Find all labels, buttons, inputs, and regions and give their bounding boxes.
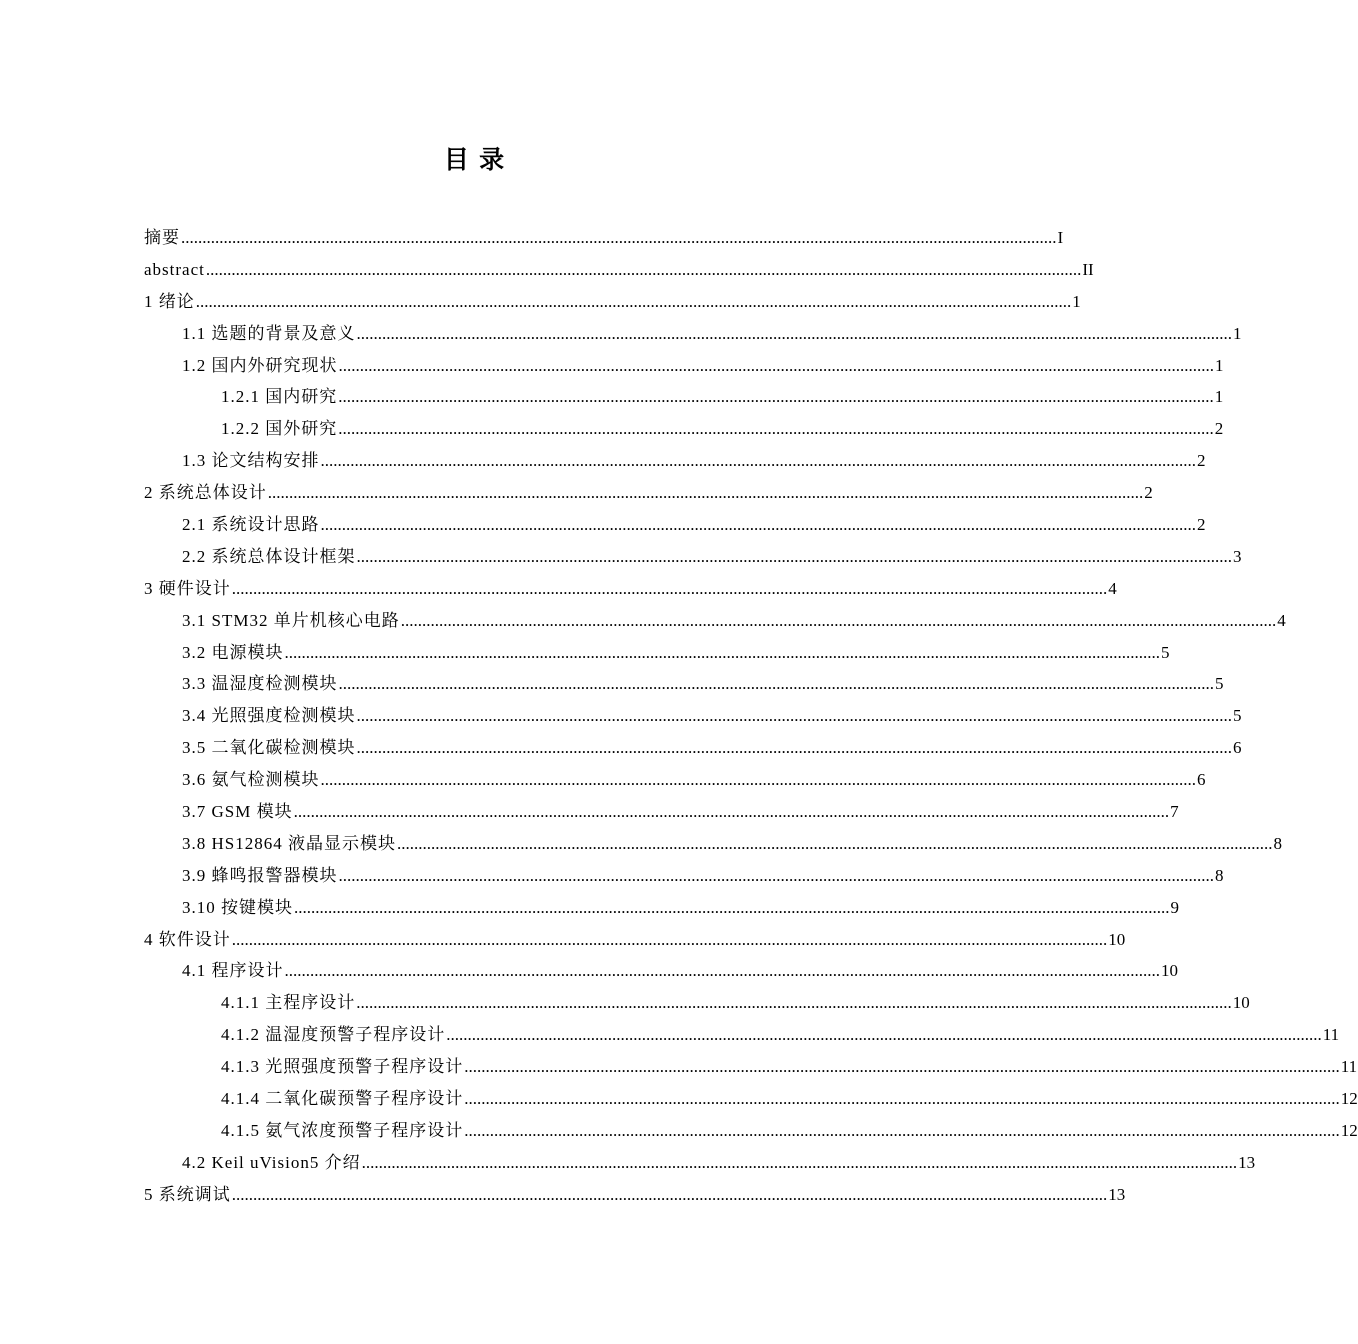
toc-entry[interactable] bbox=[144, 955, 1178, 987]
toc-entry-page-number: 13 bbox=[1108, 1184, 1126, 1204]
dot-leader: .............................................................................................................................................................................................................. bbox=[320, 515, 1196, 535]
toc-entry-label: 4 软件设计 bbox=[144, 929, 231, 949]
toc-entry[interactable] bbox=[144, 828, 1282, 860]
dot-leader: .............................................................................................................................................................................................................. bbox=[267, 483, 1144, 503]
toc-entry[interactable] bbox=[144, 477, 1153, 509]
toc-entry[interactable] bbox=[144, 286, 1081, 318]
toc-entry-page-number: 2 bbox=[1144, 483, 1153, 503]
dot-leader: .............................................................................................................................................................................................................. bbox=[205, 259, 1082, 279]
toc-entry-label: 4.1.1 主程序设计 bbox=[221, 993, 356, 1013]
dot-leader: .............................................................................................................................................................................................................. bbox=[338, 355, 1214, 375]
dot-leader: .............................................................................................................................................................................................................. bbox=[356, 738, 1232, 758]
toc-entry-page-number: 10 bbox=[1108, 929, 1126, 949]
toc-entry-page-number: 10 bbox=[1161, 961, 1178, 981]
toc-entry-label: 5 系统调试 bbox=[144, 1184, 231, 1204]
toc-entry[interactable] bbox=[144, 987, 1250, 1019]
toc-entry-page-number: 5 bbox=[1233, 706, 1242, 726]
dot-leader: .............................................................................................................................................................................................................. bbox=[464, 1089, 1340, 1109]
toc-entry-label: 3.4 光照强度检测模块 bbox=[182, 706, 356, 726]
toc-entry[interactable] bbox=[144, 1083, 1358, 1115]
toc-entry-label: 3 硬件设计 bbox=[144, 578, 231, 598]
dot-leader: .............................................................................................................................................................................................................. bbox=[294, 897, 1170, 917]
toc-entry-page-number: 1 bbox=[1214, 387, 1224, 407]
dot-leader: .............................................................................................................................................................................................................. bbox=[356, 993, 1232, 1013]
toc-entry-label: 2.1 系统设计思路 bbox=[182, 515, 320, 535]
toc-entry[interactable] bbox=[144, 924, 1126, 956]
toc-entry-page-number: 5 bbox=[1161, 642, 1170, 662]
toc-entry-label: 1 绪论 bbox=[144, 291, 195, 311]
toc-entry[interactable] bbox=[144, 573, 1117, 605]
toc-entry-label: 2.2 系统总体设计框架 bbox=[182, 546, 356, 566]
dot-leader: .............................................................................................................................................................................................................. bbox=[231, 929, 1108, 949]
dot-leader: .............................................................................................................................................................................................................. bbox=[338, 419, 1214, 439]
toc-entry-label: 4.2 Keil uVision5 介绍 bbox=[182, 1152, 361, 1172]
dot-leader: .............................................................................................................................................................................................................. bbox=[464, 1057, 1340, 1077]
dot-leader: .............................................................................................................................................................................................................. bbox=[181, 228, 1057, 247]
toc-entry-label: abstract bbox=[144, 259, 205, 279]
toc-entry-label: 3.10 按键模块 bbox=[182, 897, 293, 917]
page-title: 目 录 bbox=[443, 147, 507, 174]
toc-entry[interactable] bbox=[144, 541, 1242, 573]
toc-entry-label: 3.8 HS12864 液晶显示模块 bbox=[182, 833, 396, 853]
dot-leader: .............................................................................................................................................................................................................. bbox=[338, 865, 1214, 885]
toc-entry[interactable] bbox=[144, 445, 1206, 477]
toc-entry[interactable] bbox=[144, 318, 1242, 350]
dot-leader: .............................................................................................................................................................................................................. bbox=[320, 451, 1196, 471]
toc-entry[interactable] bbox=[144, 350, 1224, 382]
toc-entry-page-number: 6 bbox=[1197, 770, 1206, 790]
dot-leader: .............................................................................................................................................................................................................. bbox=[400, 610, 1277, 630]
toc-entry[interactable] bbox=[144, 892, 1179, 924]
toc-entry-page-number: 4 bbox=[1108, 578, 1117, 598]
dot-leader: .............................................................................................................................................................................................................. bbox=[284, 642, 1160, 662]
toc-entry-label: 3.2 电源模块 bbox=[182, 642, 284, 662]
toc-entry-page-number: 2 bbox=[1197, 515, 1206, 535]
toc-entry-page-number: 9 bbox=[1170, 897, 1179, 917]
toc-entry-page-number: 8 bbox=[1273, 833, 1282, 853]
toc-entry-page-number: 2 bbox=[1197, 451, 1206, 471]
toc-entry[interactable] bbox=[144, 1115, 1358, 1147]
toc-entry[interactable] bbox=[144, 1147, 1256, 1179]
toc-entry-page-number: 1 bbox=[1215, 355, 1224, 375]
toc-entry[interactable] bbox=[144, 381, 1224, 413]
toc-entry[interactable] bbox=[144, 796, 1179, 828]
dot-leader: .............................................................................................................................................................................................................. bbox=[231, 578, 1108, 598]
toc-entry[interactable] bbox=[144, 509, 1206, 541]
toc-entry[interactable] bbox=[144, 222, 1064, 254]
dot-leader: .............................................................................................................................................................................................................. bbox=[338, 387, 1214, 407]
dot-leader: .............................................................................................................................................................................................................. bbox=[396, 833, 1273, 853]
dot-leader: .............................................................................................................................................................................................................. bbox=[231, 1184, 1108, 1204]
toc-entry-label: 3.5 二氧化碳检测模块 bbox=[182, 738, 356, 758]
toc-entry-page-number: 7 bbox=[1170, 802, 1179, 822]
toc-entry-page-number: 13 bbox=[1238, 1152, 1256, 1172]
toc-entry-label: 3.3 温湿度检测模块 bbox=[182, 674, 338, 694]
toc-entry-page-number: 12 bbox=[1340, 1120, 1358, 1140]
toc-entry-page-number: I bbox=[1057, 228, 1064, 247]
toc-entry-label: 4.1.5 氨气浓度预警子程序设计 bbox=[221, 1120, 464, 1140]
toc-entry-page-number: 11 bbox=[1322, 1025, 1340, 1045]
dot-leader: .............................................................................................................................................................................................................. bbox=[293, 802, 1170, 822]
toc-entry[interactable] bbox=[144, 700, 1242, 732]
toc-entry[interactable] bbox=[144, 605, 1286, 637]
toc-entry-label: 1.3 论文结构安排 bbox=[182, 451, 320, 471]
dot-leader: .............................................................................................................................................................................................................. bbox=[356, 323, 1232, 343]
toc-entry-page-number: 5 bbox=[1215, 674, 1224, 694]
toc-entry-label: 2 系统总体设计 bbox=[144, 483, 267, 503]
toc-entry-label: 1.1 选题的背景及意义 bbox=[182, 323, 356, 343]
toc-entry-label: 3.9 蜂鸣报警器模块 bbox=[182, 865, 338, 885]
toc-entry[interactable] bbox=[144, 413, 1224, 445]
toc-entry-page-number: II bbox=[1082, 259, 1094, 279]
toc-entry-label: 4.1.3 光照强度预警子程序设计 bbox=[221, 1057, 464, 1077]
toc-entry-label: 3.1 STM32 单片机核心电路 bbox=[182, 610, 400, 630]
dot-leader: .............................................................................................................................................................................................................. bbox=[361, 1152, 1238, 1172]
toc-entry-page-number: 11 bbox=[1340, 1057, 1358, 1077]
toc-entry[interactable] bbox=[144, 764, 1206, 796]
toc-entry-label: 摘要 bbox=[144, 228, 180, 247]
dot-leader: .............................................................................................................................................................................................................. bbox=[356, 706, 1232, 726]
dot-leader: .............................................................................................................................................................................................................. bbox=[284, 961, 1160, 981]
toc-entry-label: 3.6 氨气检测模块 bbox=[182, 770, 320, 790]
toc-entry-page-number: 6 bbox=[1233, 738, 1242, 758]
toc-entry-page-number: 4 bbox=[1277, 610, 1286, 630]
toc-entry-label: 4.1.4 二氧化碳预警子程序设计 bbox=[221, 1089, 464, 1109]
toc-entry-label: 3.7 GSM 模块 bbox=[182, 802, 293, 822]
toc-entry[interactable] bbox=[144, 1051, 1358, 1083]
toc-entry-label: 4.1.2 温湿度预警子程序设计 bbox=[221, 1025, 446, 1045]
toc-entry[interactable] bbox=[144, 732, 1242, 764]
toc-entry-label: 1.2.1 国内研究 bbox=[221, 387, 338, 407]
toc-entry-label: 1.2 国内外研究现状 bbox=[182, 355, 338, 375]
dot-leader: .............................................................................................................................................................................................................. bbox=[356, 546, 1232, 566]
toc-entry[interactable] bbox=[144, 254, 1094, 286]
toc-entry[interactable] bbox=[144, 1179, 1126, 1211]
toc-entry[interactable] bbox=[144, 1019, 1340, 1051]
toc-entry-page-number: 10 bbox=[1232, 993, 1250, 1013]
dot-leader: .............................................................................................................................................................................................................. bbox=[338, 674, 1214, 694]
toc-entry-page-number: 8 bbox=[1215, 865, 1224, 885]
toc-entry-page-number: 1 bbox=[1072, 291, 1081, 311]
toc-entry[interactable] bbox=[144, 637, 1170, 669]
table-of-contents bbox=[144, 222, 1358, 1211]
toc-entry[interactable] bbox=[144, 668, 1224, 700]
dot-leader: .............................................................................................................................................................................................................. bbox=[464, 1120, 1340, 1140]
dot-leader: .............................................................................................................................................................................................................. bbox=[446, 1025, 1322, 1045]
toc-entry-page-number: 2 bbox=[1214, 419, 1224, 439]
toc-entry-page-number: 1 bbox=[1233, 323, 1242, 343]
toc-entry-label: 4.1 程序设计 bbox=[182, 961, 284, 981]
toc-entry[interactable] bbox=[144, 860, 1224, 892]
dot-leader: .............................................................................................................................................................................................................. bbox=[320, 770, 1196, 790]
toc-entry-label: 1.2.2 国外研究 bbox=[221, 419, 338, 439]
dot-leader: .............................................................................................................................................................................................................. bbox=[195, 291, 1072, 311]
toc-entry-page-number: 12 bbox=[1340, 1089, 1358, 1109]
toc-entry-page-number: 3 bbox=[1233, 546, 1242, 566]
